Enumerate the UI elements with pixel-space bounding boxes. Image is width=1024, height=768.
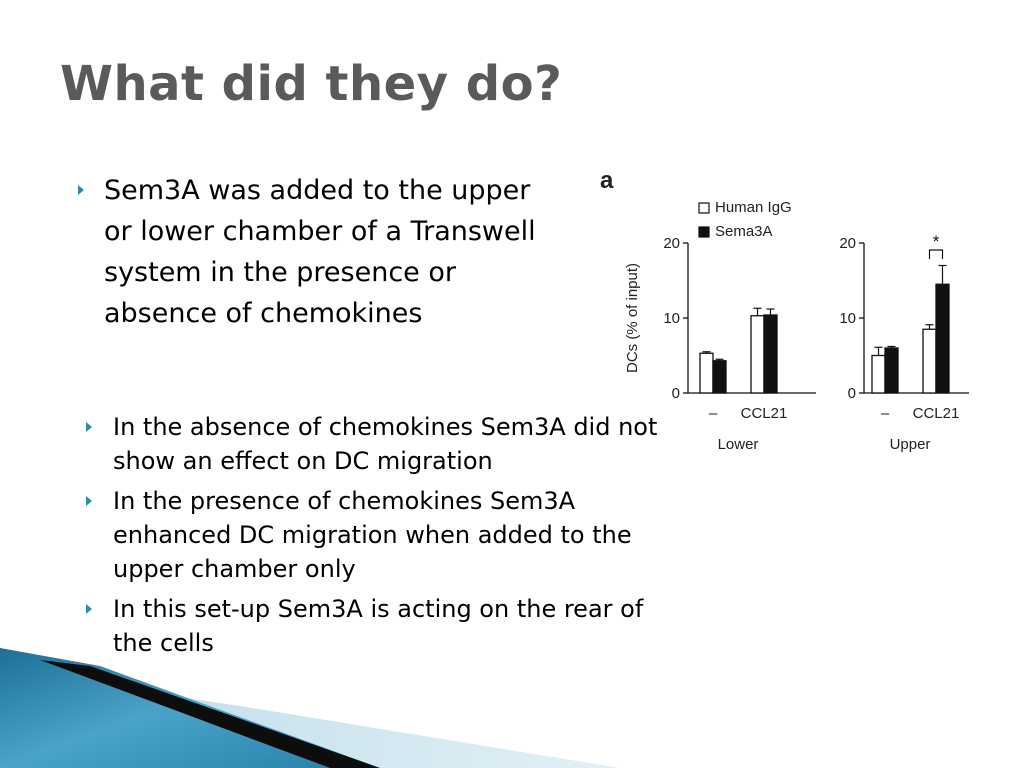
- y-tick-label: 20: [663, 235, 680, 252]
- legend-swatch: [699, 227, 709, 237]
- x-tick-label: CCL21: [740, 405, 788, 422]
- legend-label: Sema3A: [715, 223, 773, 240]
- significance-bracket: [930, 250, 943, 259]
- bullet-arrow-icon: [78, 185, 84, 195]
- legend-label: Human IgG: [715, 199, 792, 216]
- bar: [751, 316, 764, 393]
- bar-chart: [596, 160, 996, 460]
- x-tick-label: –: [708, 405, 718, 422]
- bar: [936, 284, 949, 393]
- panel-name: Upper: [889, 436, 931, 453]
- decorative-wave-graphic: [0, 630, 1024, 768]
- sub-bullet: [86, 484, 686, 586]
- x-tick-label: –: [880, 405, 890, 422]
- x-tick-label: CCL21: [912, 405, 960, 422]
- panel-name: Lower: [717, 436, 759, 453]
- sub-bullet-text: In this set-up Sem3A is acting on the rear of the cells: [113, 595, 644, 657]
- sub-bullet-text: In the absence of chemokines Sem3A did not show an effect on DC migration: [113, 413, 658, 475]
- slide-title: What did they do?: [60, 56, 563, 112]
- bar: [713, 361, 726, 393]
- main-bullet: [78, 170, 548, 334]
- legend-swatch: [699, 203, 709, 213]
- bullet-arrow-icon: [86, 422, 92, 432]
- y-tick-label: 0: [671, 385, 680, 402]
- main-bullet-text: Sem3A was added to the upper or lower chamber of a Transwell system in the presence or absence of chemokines: [104, 175, 536, 329]
- y-tick-label: 20: [839, 235, 856, 252]
- y-tick-label: 10: [663, 310, 680, 327]
- bar: [872, 356, 885, 394]
- y-tick-label: 10: [839, 310, 856, 327]
- bar: [885, 348, 898, 393]
- bar: [764, 315, 777, 393]
- sub-bullet-text: In the presence of chemokines Sem3A enhanced DC migration when added to the upper chamber only: [113, 487, 632, 583]
- y-tick-label: 0: [847, 385, 856, 402]
- bar-chart-figure: [596, 160, 996, 460]
- bullet-arrow-icon: [86, 604, 92, 614]
- significance-marker: *: [932, 232, 940, 251]
- y-axis-label: DCs (% of input): [624, 262, 641, 374]
- panel-label: a: [600, 167, 614, 194]
- bullet-arrow-icon: [86, 496, 92, 506]
- bar: [700, 353, 713, 393]
- bar: [923, 329, 936, 393]
